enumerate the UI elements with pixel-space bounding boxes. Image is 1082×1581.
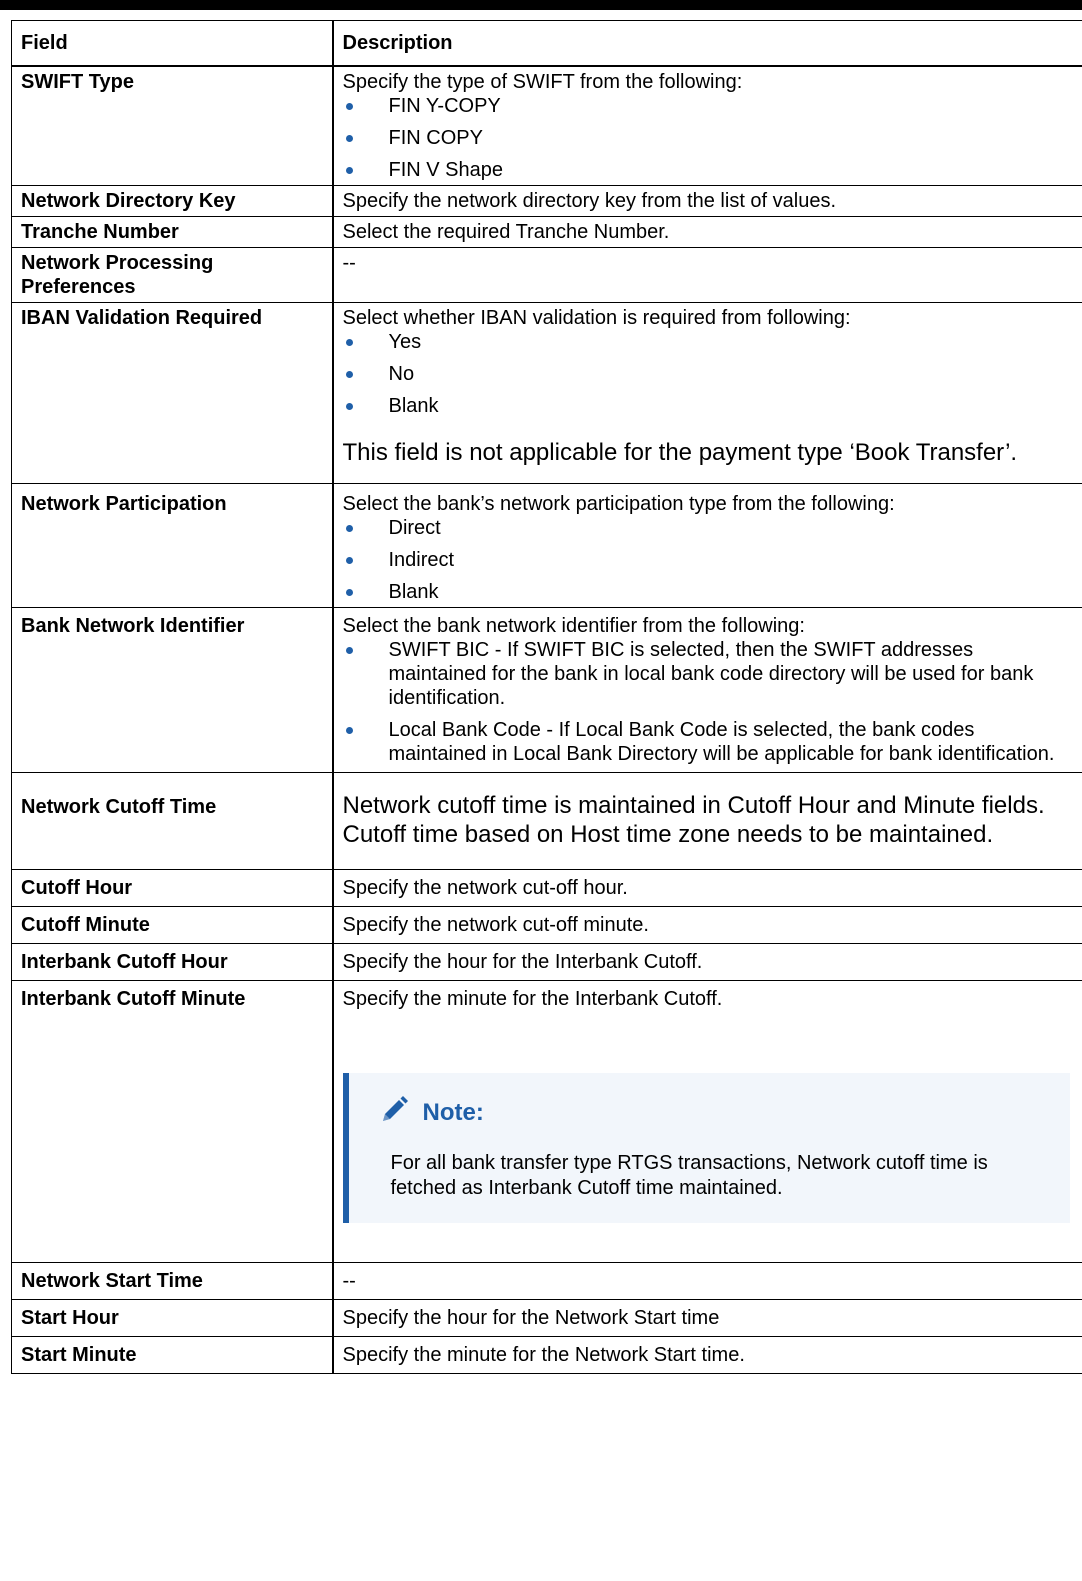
- options-list: [343, 638, 1075, 766]
- description-text: Select whether IBAN validation is required from following:: [342, 307, 851, 329]
- field-description: [333, 981, 1082, 1263]
- list-item: Blank: [343, 580, 1075, 604]
- field-description: Specify the network cut-off minute.: [333, 907, 1082, 944]
- description-text: Specify the type of SWIFT from the following:: [342, 71, 743, 93]
- note-text: For all bank transfer type RTGS transactions, Network cutoff time is fetched as Interbank Cutoff time maintained.: [390, 1152, 988, 1199]
- field-name: IBAN Validation Required: [12, 303, 333, 484]
- table-row: [12, 870, 1082, 907]
- pencil-icon: [379, 1095, 409, 1131]
- field-name: Interbank Cutoff Hour: [12, 944, 333, 981]
- table-header-row: [12, 21, 1082, 67]
- list-item: FIN V Shape: [343, 158, 1075, 182]
- field-description: [333, 66, 1082, 186]
- field-description: --: [333, 248, 1082, 303]
- table-row: [12, 217, 1082, 248]
- header-description: Description: [333, 21, 1082, 67]
- table-row: [12, 248, 1082, 303]
- field-description: --: [333, 1263, 1082, 1300]
- list-item: SWIFT BIC - If SWIFT BIC is selected, then the SWIFT addresses maintained for the bank in local bank code directory will be used for bank identification.: [343, 638, 1075, 710]
- note-title: Note:: [422, 1099, 484, 1126]
- table-row: [12, 303, 1082, 484]
- field-description: [333, 484, 1082, 608]
- description-text: Select the bank network identifier from the following:: [342, 615, 805, 637]
- description-text: Specify the minute for the Interbank Cutoff.: [342, 988, 723, 1010]
- list-item: Direct: [343, 516, 1075, 540]
- field-name: Network Processing Preferences: [12, 248, 333, 303]
- table-row: [12, 66, 1082, 186]
- table-row: [12, 186, 1082, 217]
- field-description: Specify the network directory key from the list of values.: [333, 186, 1082, 217]
- table-row: [12, 773, 1082, 870]
- field-name: Network Cutoff Time: [12, 773, 333, 870]
- applicability-note: This field is not applicable for the payment type ‘Book Transfer’.: [342, 439, 1018, 466]
- field-name: Tranche Number: [12, 217, 333, 248]
- table-row: [12, 1263, 1082, 1300]
- field-description: Select the required Tranche Number.: [333, 217, 1082, 248]
- note-callout: [343, 1073, 1071, 1223]
- field-name: Interbank Cutoff Minute: [12, 981, 333, 1263]
- list-item: Yes: [343, 330, 1075, 354]
- field-name: SWIFT Type: [12, 66, 333, 186]
- table-row: [12, 608, 1082, 773]
- field-name: Start Hour: [12, 1300, 333, 1337]
- note-header: [379, 1095, 1051, 1131]
- list-item: FIN COPY: [343, 126, 1075, 150]
- options-list: [343, 330, 1075, 418]
- field-description-table: [11, 20, 1082, 1374]
- list-item: Blank: [343, 394, 1075, 418]
- field-name: Network Participation: [12, 484, 333, 608]
- field-description: [333, 303, 1082, 484]
- field-description: Specify the minute for the Network Start time.: [333, 1337, 1082, 1374]
- field-name: Cutoff Hour: [12, 870, 333, 907]
- field-description: Specify the hour for the Network Start time: [333, 1300, 1082, 1337]
- table-row: [12, 944, 1082, 981]
- field-name: Start Minute: [12, 1337, 333, 1374]
- field-description: Specify the hour for the Interbank Cutoff.: [333, 944, 1082, 981]
- field-description: [333, 608, 1082, 773]
- table-row: [12, 484, 1082, 608]
- description-text: Select the bank’s network participation type from the following:: [342, 493, 895, 515]
- top-rule: [0, 0, 1082, 10]
- field-description: Network cutoff time is maintained in Cutoff Hour and Minute fields. Cutoff time based on Host time zone needs to be maintained.: [333, 773, 1082, 870]
- table-row: [12, 1300, 1082, 1337]
- list-item: Indirect: [343, 548, 1075, 572]
- header-field: Field: [12, 21, 333, 67]
- table-row: [12, 981, 1082, 1263]
- options-list: [343, 94, 1075, 182]
- table-row: [12, 907, 1082, 944]
- list-item: No: [343, 362, 1075, 386]
- field-name: Bank Network Identifier: [12, 608, 333, 773]
- field-name: Network Directory Key: [12, 186, 333, 217]
- table-row: [12, 1337, 1082, 1374]
- field-name: Cutoff Minute: [12, 907, 333, 944]
- list-item: FIN Y-COPY: [343, 94, 1075, 118]
- options-list: [343, 516, 1075, 604]
- list-item: Local Bank Code - If Local Bank Code is selected, the bank codes maintained in Local Bank Directory will be applicable for bank identification.: [343, 718, 1075, 766]
- field-name: Network Start Time: [12, 1263, 333, 1300]
- field-description: Specify the network cut-off hour.: [333, 870, 1082, 907]
